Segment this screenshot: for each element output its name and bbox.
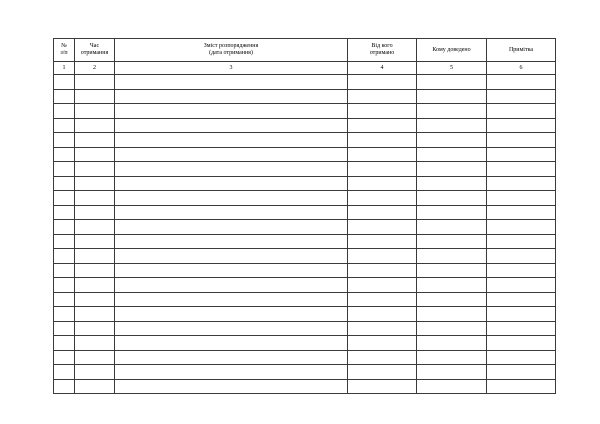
table-row [54, 234, 556, 249]
table-row [54, 89, 556, 104]
table-cell[interactable] [75, 365, 115, 380]
table-cell[interactable] [348, 278, 417, 293]
table-cell[interactable] [75, 147, 115, 162]
table-cell[interactable] [348, 75, 417, 90]
table-cell[interactable] [348, 263, 417, 278]
table-cell[interactable] [348, 365, 417, 380]
table-cell[interactable] [75, 249, 115, 264]
table-cell[interactable] [115, 220, 348, 235]
table-cell[interactable] [417, 379, 487, 394]
table-cell[interactable] [487, 365, 556, 380]
table-cell[interactable] [75, 75, 115, 90]
table-cell[interactable] [348, 162, 417, 177]
table-cell[interactable] [417, 176, 487, 191]
table-cell[interactable] [348, 89, 417, 104]
table-cell[interactable] [348, 249, 417, 264]
table-cell[interactable] [487, 89, 556, 104]
table-row [54, 321, 556, 336]
table-cell[interactable] [54, 104, 75, 119]
table-row [54, 249, 556, 264]
table-cell[interactable] [75, 321, 115, 336]
table-cell[interactable] [417, 162, 487, 177]
column-number-row [54, 62, 556, 75]
table-body [54, 75, 556, 394]
table-row [54, 307, 556, 322]
table-cell[interactable] [75, 263, 115, 278]
table-row [54, 263, 556, 278]
table-cell[interactable] [417, 234, 487, 249]
table-cell[interactable] [115, 263, 348, 278]
table-cell[interactable] [115, 234, 348, 249]
header-row [54, 39, 556, 62]
orders-journal-table [53, 38, 556, 394]
table-cell[interactable] [115, 379, 348, 394]
table-cell[interactable] [417, 307, 487, 322]
table-cell[interactable] [417, 336, 487, 351]
table-cell[interactable] [115, 162, 348, 177]
table-row [54, 350, 556, 365]
table-cell[interactable] [417, 249, 487, 264]
table-row [54, 365, 556, 380]
column-number: 6 [487, 62, 556, 75]
table-cell[interactable] [417, 147, 487, 162]
table-cell[interactable] [417, 191, 487, 206]
table-cell[interactable] [487, 220, 556, 235]
table-cell[interactable] [417, 321, 487, 336]
table-row [54, 220, 556, 235]
table-cell[interactable] [348, 350, 417, 365]
table-row [54, 379, 556, 394]
table-cell[interactable] [54, 176, 75, 191]
table-cell[interactable] [115, 191, 348, 206]
table-cell[interactable] [115, 307, 348, 322]
header-label: з/п [60, 50, 68, 56]
table-cell[interactable] [487, 379, 556, 394]
table-cell[interactable] [75, 220, 115, 235]
table-cell[interactable] [487, 147, 556, 162]
table-cell[interactable] [348, 176, 417, 191]
table-cell[interactable] [54, 205, 75, 220]
table-cell[interactable] [487, 234, 556, 249]
table-cell[interactable] [75, 292, 115, 307]
table-cell[interactable] [417, 350, 487, 365]
table-cell[interactable] [348, 118, 417, 133]
table-cell[interactable] [54, 263, 75, 278]
table-row [54, 75, 556, 90]
table-cell[interactable] [54, 162, 75, 177]
table-cell[interactable] [75, 205, 115, 220]
header-label: Примітка [508, 46, 534, 53]
table-cell[interactable] [487, 307, 556, 322]
table-cell[interactable] [54, 336, 75, 351]
table-cell[interactable] [487, 176, 556, 191]
table-cell[interactable] [487, 162, 556, 177]
table-row [54, 292, 556, 307]
table-cell[interactable] [487, 350, 556, 365]
table-cell[interactable] [115, 133, 348, 148]
table-cell[interactable] [54, 75, 75, 90]
table-cell[interactable] [54, 278, 75, 293]
table-cell[interactable] [417, 89, 487, 104]
column-number: 2 [75, 62, 115, 75]
table-row [54, 133, 556, 148]
table-cell[interactable] [75, 104, 115, 119]
header-cell-notes [487, 39, 556, 62]
table-row [54, 176, 556, 191]
table-row [54, 118, 556, 133]
header-label: Зміст розпорядження [203, 43, 259, 49]
table-cell[interactable] [487, 249, 556, 264]
table-cell[interactable] [348, 191, 417, 206]
table-cell[interactable] [417, 118, 487, 133]
table-cell[interactable] [75, 162, 115, 177]
header-label: отримання [80, 50, 109, 56]
table-cell[interactable] [54, 234, 75, 249]
table-cell[interactable] [417, 205, 487, 220]
table-cell[interactable] [348, 104, 417, 119]
table-cell[interactable] [54, 350, 75, 365]
table-cell[interactable] [54, 147, 75, 162]
column-number: 5 [417, 62, 487, 75]
table-cell[interactable] [348, 379, 417, 394]
header-cell-from [348, 39, 417, 62]
table-cell[interactable] [54, 191, 75, 206]
table-cell[interactable] [54, 379, 75, 394]
header-label: отримано [369, 50, 395, 56]
table-cell[interactable] [115, 249, 348, 264]
table-cell[interactable] [75, 118, 115, 133]
table-cell[interactable] [487, 321, 556, 336]
table-cell[interactable] [115, 336, 348, 351]
table-cell[interactable] [75, 89, 115, 104]
table-cell[interactable] [417, 292, 487, 307]
table-cell[interactable] [75, 379, 115, 394]
table-cell[interactable] [487, 278, 556, 293]
table-cell[interactable] [417, 365, 487, 380]
table-row [54, 147, 556, 162]
header-label: Від кого [371, 43, 393, 49]
table-cell[interactable] [54, 307, 75, 322]
table-row [54, 336, 556, 351]
table-cell[interactable] [75, 336, 115, 351]
table-cell[interactable] [417, 104, 487, 119]
table-cell[interactable] [348, 205, 417, 220]
header-label: № [61, 43, 67, 49]
table-cell[interactable] [115, 75, 348, 90]
table-cell[interactable] [487, 118, 556, 133]
table-cell[interactable] [54, 220, 75, 235]
table-cell[interactable] [348, 292, 417, 307]
table-row [54, 104, 556, 119]
table-cell[interactable] [115, 89, 348, 104]
table-cell[interactable] [75, 307, 115, 322]
table-cell[interactable] [54, 292, 75, 307]
header-cell-time [75, 39, 115, 62]
table-cell[interactable] [348, 336, 417, 351]
table-cell[interactable] [115, 147, 348, 162]
table-cell[interactable] [487, 191, 556, 206]
table-cell[interactable] [54, 89, 75, 104]
column-number: 3 [115, 62, 348, 75]
header-label: (дата отримання) [209, 50, 253, 56]
table-cell[interactable] [417, 278, 487, 293]
header-cell-to-whom [417, 39, 487, 62]
table-cell[interactable] [417, 263, 487, 278]
table-cell[interactable] [487, 133, 556, 148]
table-cell[interactable] [115, 278, 348, 293]
table-cell[interactable] [348, 220, 417, 235]
table-cell[interactable] [75, 234, 115, 249]
table-row [54, 162, 556, 177]
table-cell[interactable] [487, 104, 556, 119]
table-cell[interactable] [75, 176, 115, 191]
table-cell[interactable] [115, 350, 348, 365]
header-cell-number [54, 39, 75, 62]
table-cell[interactable] [417, 220, 487, 235]
table-cell[interactable] [115, 205, 348, 220]
table-cell[interactable] [75, 191, 115, 206]
table-cell[interactable] [348, 147, 417, 162]
table-cell[interactable] [417, 75, 487, 90]
table-cell[interactable] [75, 133, 115, 148]
table-cell[interactable] [487, 75, 556, 90]
table-row [54, 205, 556, 220]
table-cell[interactable] [54, 365, 75, 380]
header-label: Час [89, 43, 100, 49]
table-cell[interactable] [75, 278, 115, 293]
table-cell[interactable] [115, 365, 348, 380]
table-cell[interactable] [54, 133, 75, 148]
column-number: 4 [348, 62, 417, 75]
table-cell[interactable] [348, 307, 417, 322]
table-cell[interactable] [115, 176, 348, 191]
table-cell[interactable] [54, 321, 75, 336]
table-cell[interactable] [487, 205, 556, 220]
table-cell[interactable] [115, 104, 348, 119]
table-row [54, 191, 556, 206]
table-cell[interactable] [487, 336, 556, 351]
table-cell[interactable] [487, 292, 556, 307]
table-cell[interactable] [487, 263, 556, 278]
table-cell[interactable] [54, 118, 75, 133]
table-cell[interactable] [115, 321, 348, 336]
table-cell[interactable] [348, 133, 417, 148]
table-cell[interactable] [115, 118, 348, 133]
table-cell[interactable] [75, 350, 115, 365]
table-cell[interactable] [348, 234, 417, 249]
column-number: 1 [54, 62, 75, 75]
table-cell[interactable] [348, 321, 417, 336]
header-cell-content [115, 39, 348, 62]
table-cell[interactable] [417, 133, 487, 148]
table-cell[interactable] [115, 292, 348, 307]
header-label: Кому доведено [432, 46, 471, 53]
table-row [54, 278, 556, 293]
table-cell[interactable] [54, 249, 75, 264]
